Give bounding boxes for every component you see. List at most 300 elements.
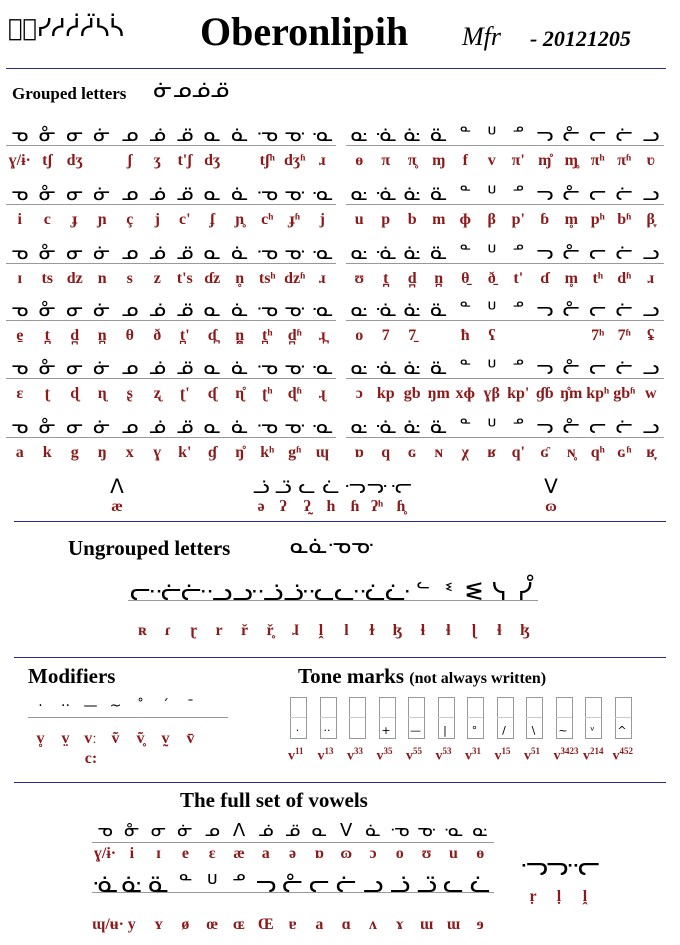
letter-glyph: ᓊ bbox=[284, 355, 306, 379]
tone-number: 11 bbox=[295, 746, 304, 756]
letter-glyph: ᓗ bbox=[642, 181, 660, 205]
letter-ipa: ʔʰ bbox=[370, 498, 384, 515]
vowel-glyph: ᓀ bbox=[97, 820, 113, 841]
vowel-ipa: a bbox=[261, 845, 270, 862]
letter-ipa: n bbox=[97, 270, 107, 287]
tone-label bbox=[377, 746, 407, 765]
letter-ipa: n̪̥ bbox=[235, 327, 245, 344]
tone-mark: / bbox=[502, 724, 506, 737]
vowel-ipa: Œ bbox=[257, 916, 274, 933]
letter-ipa: ts bbox=[41, 270, 54, 287]
letter-glyph: ᓎ bbox=[403, 355, 421, 379]
letter-glyph: ᓃ bbox=[93, 414, 111, 438]
divider bbox=[14, 657, 666, 658]
letter-glyph: ᓉ bbox=[256, 414, 278, 438]
letter-glyph: ᓒ bbox=[512, 355, 525, 379]
letter-glyph: ᓄ bbox=[121, 297, 139, 321]
tone-box-midline bbox=[379, 717, 395, 718]
letter-ipa: β bbox=[487, 211, 496, 228]
letter-ipa: tʃʰ bbox=[259, 152, 275, 169]
letter-ipa: r bbox=[215, 622, 223, 639]
letter-ipa: ð bbox=[153, 327, 162, 344]
tone-mark: · bbox=[295, 724, 300, 737]
letter-glyph: ᓕ bbox=[589, 181, 607, 205]
modifier-mark: ¯ bbox=[187, 698, 194, 714]
vowel-ipa: ɶ bbox=[232, 916, 246, 933]
letter-ipa: k' bbox=[178, 444, 192, 461]
letter-glyph: ᓔ bbox=[562, 297, 580, 321]
tone-mark: \ bbox=[531, 724, 536, 737]
letter-glyph: ᓘ bbox=[252, 474, 270, 498]
letter-ipa: ɰ bbox=[315, 444, 329, 461]
letter-ipa: ɟʱ bbox=[289, 211, 301, 228]
vowel-glyph: ᓇ bbox=[311, 820, 328, 841]
letter-glyph: ᓉ bbox=[256, 297, 278, 321]
tone-label bbox=[495, 746, 525, 765]
vowel-ipa: i bbox=[129, 845, 135, 862]
letter-glyph: ᓖ bbox=[615, 181, 633, 205]
letter-ipa: ɮ bbox=[520, 622, 530, 639]
guide-line bbox=[28, 717, 228, 718]
vowel-ipa: ḷ bbox=[556, 888, 562, 905]
vowel-ipa: ʊ bbox=[421, 845, 432, 862]
tone-box-midline bbox=[615, 717, 631, 718]
letter-glyph: ᓛ bbox=[322, 474, 340, 498]
letter-ipa: ɓ bbox=[540, 211, 550, 228]
tone-letter: v bbox=[288, 748, 295, 764]
letter-ipa: ɬ bbox=[497, 622, 502, 639]
letter-ipa: tʃ bbox=[42, 152, 53, 169]
guide-line bbox=[92, 842, 494, 843]
tone-label bbox=[554, 746, 584, 765]
vowel-glyph: ᓃ bbox=[177, 820, 194, 841]
letter-ipa: dʒ bbox=[66, 152, 83, 169]
letter-ipa: ð̱ bbox=[487, 270, 496, 287]
letter-ipa: ɣβ bbox=[483, 385, 500, 402]
letter-glyph: ᓄ bbox=[121, 355, 139, 379]
vowel-glyph: ᓓ bbox=[255, 870, 277, 898]
letter-glyph: ᓇ bbox=[203, 414, 221, 438]
letter-ipa: dz bbox=[66, 270, 83, 287]
modifier-mark: — bbox=[83, 698, 98, 714]
letter-glyph: ᓏ bbox=[430, 355, 448, 379]
vowel-glyph: ᓌ bbox=[472, 820, 488, 841]
letter-glyph: ᓕ bbox=[589, 297, 607, 321]
letter-glyph: ᓒ bbox=[512, 240, 525, 264]
letter-glyph: ᓔ bbox=[562, 122, 580, 146]
letter-glyph: ᓔ bbox=[562, 355, 580, 379]
page-title: Oberonlipih bbox=[200, 9, 409, 54]
vowel-glyph: ᓛ bbox=[469, 870, 491, 898]
letter-glyph: ᓎ bbox=[403, 297, 421, 321]
letter-ipa: gʱ bbox=[288, 444, 302, 461]
letter-ipa: 7ʱ bbox=[617, 327, 631, 344]
letter-ipa: t̪ʰ bbox=[261, 327, 273, 344]
letter-glyph: ᓋ bbox=[311, 122, 333, 146]
vowel-ipa: ø bbox=[181, 916, 190, 933]
letter-ipa: ɬ bbox=[420, 622, 426, 639]
letter-glyph: ᓈ bbox=[231, 240, 249, 264]
letter-ipa: v bbox=[487, 152, 496, 169]
tone-number: 13 bbox=[324, 746, 334, 756]
tone-mark: ^ bbox=[617, 724, 627, 737]
letter-ipa: ʁ̞ bbox=[646, 444, 656, 461]
letter-glyph: ᓅ bbox=[148, 355, 166, 379]
letter-glyph: ᓅ bbox=[148, 297, 166, 321]
letter-glyph: ᓍ bbox=[375, 414, 397, 438]
section-title-script: ᓇᓈᓉᓊ bbox=[290, 534, 374, 559]
vowel-glyph: ᓊ bbox=[417, 820, 436, 841]
letter-glyph: ᓌ bbox=[350, 240, 368, 264]
letter-ipa: c' bbox=[178, 211, 191, 228]
letter-glyph: ᓊ bbox=[284, 122, 306, 146]
letter-ipa: t̪ bbox=[383, 270, 389, 287]
tone-number: 55 bbox=[413, 746, 422, 756]
letter-glyph: ᓇ bbox=[203, 240, 221, 264]
vowel-ipa: y bbox=[127, 916, 136, 933]
signature: Mfr bbox=[462, 22, 501, 51]
letter-glyph: ᓀ bbox=[11, 240, 29, 264]
vowel-glyph: ᓚ bbox=[443, 870, 464, 898]
modifier-example: c: bbox=[84, 750, 98, 767]
letter-glyph: ᓓ bbox=[536, 297, 554, 321]
letter-glyph: ᓊ bbox=[284, 240, 306, 264]
letter-ipa: 7̱ bbox=[408, 327, 417, 344]
letter-ipa: ř̥ bbox=[266, 622, 274, 639]
tone-mark: + bbox=[381, 724, 391, 737]
letter-ipa: ɲ bbox=[97, 211, 107, 228]
letter-ipa: kp' bbox=[507, 385, 530, 402]
letter-ipa: n̥ bbox=[235, 270, 245, 287]
letter-glyph: ᓏ bbox=[430, 414, 448, 438]
letter-ipa: ŋ bbox=[97, 444, 107, 461]
vowel-glyph: ᓄ bbox=[204, 820, 220, 841]
vowel-glyph: ᓂ bbox=[150, 820, 167, 841]
letter-glyph: ᓕ bbox=[589, 414, 607, 438]
letter-glyph: ᓮ bbox=[517, 578, 533, 606]
letter-ipa: ʔ̰ bbox=[303, 498, 311, 515]
letter-ipa: ɖʱ bbox=[287, 385, 302, 402]
letter-ipa: ḽ bbox=[318, 622, 324, 639]
vowel-glyph: ᓁ bbox=[124, 820, 140, 841]
modifier-mark: · bbox=[38, 698, 43, 714]
letter-glyph: ᓅ bbox=[148, 414, 166, 438]
letter-glyph: ᓕ bbox=[589, 355, 607, 379]
letter-ipa: ɾ bbox=[164, 622, 172, 639]
letter-ipa: ɮ bbox=[392, 622, 403, 639]
vowel-glyph: ᐱ bbox=[232, 820, 246, 841]
letter-ipa: z bbox=[153, 270, 161, 287]
letter-glyph: ᓅ bbox=[148, 240, 166, 264]
letter-glyph: ᓌ bbox=[350, 122, 368, 146]
letter-glyph: ᓈ bbox=[231, 355, 249, 379]
letter-glyph: ᐱ bbox=[110, 474, 124, 498]
letter-ipa: ɹ bbox=[318, 270, 326, 287]
letter-glyph: ᓉ bbox=[256, 240, 278, 264]
letter-ipa: π̥ bbox=[407, 152, 417, 169]
letter-glyph: ᓆ bbox=[176, 297, 194, 321]
letter-glyph: ᓓ bbox=[536, 414, 554, 438]
letter-ipa: ɽ bbox=[189, 622, 198, 639]
letter-glyph: ᓫ bbox=[445, 578, 452, 606]
letter-glyph: ᓬ bbox=[465, 578, 483, 606]
letter-glyph: ᓊ bbox=[284, 181, 306, 205]
letter-glyph: ᓄ bbox=[121, 122, 139, 146]
letter-glyph: ᓗ bbox=[642, 414, 660, 438]
vowel-ipa: ʏ bbox=[154, 916, 163, 933]
letter-glyph: ᓈ bbox=[231, 297, 249, 321]
letter-glyph: ᓕ bbox=[589, 240, 607, 264]
tone-letter: v bbox=[494, 748, 502, 764]
vowel-ipa: e bbox=[181, 845, 189, 862]
tone-number: 35 bbox=[383, 746, 393, 756]
letter-ipa: ʈ bbox=[44, 385, 50, 402]
letter-glyph: ᓠ bbox=[155, 578, 181, 606]
tone-label bbox=[288, 746, 318, 765]
letter-ipa: π' bbox=[511, 152, 525, 169]
letter-ipa: ɬ bbox=[446, 622, 451, 639]
letter-ipa: p bbox=[381, 211, 391, 228]
letter-ipa: ɠɓ bbox=[535, 385, 554, 402]
letter-ipa: bʱ bbox=[617, 211, 632, 228]
letter-ipa: ʛ bbox=[540, 444, 550, 461]
tone-box-midline bbox=[497, 717, 513, 718]
section-title-grouped: Grouped letters bbox=[12, 84, 127, 103]
letter-ipa: b bbox=[407, 211, 417, 228]
letter-glyph: ᓌ bbox=[350, 355, 368, 379]
letter-glyph: ᓖ bbox=[615, 122, 633, 146]
vowel-ipa: ɵ bbox=[476, 845, 485, 862]
letter-ipa: ə bbox=[257, 498, 265, 515]
vowel-ipa: ɣ/ɨ· bbox=[93, 845, 117, 862]
letter-glyph: ᓗ bbox=[642, 122, 660, 146]
letter-ipa: ʕ bbox=[488, 327, 496, 344]
letter-ipa: l bbox=[344, 622, 349, 639]
letter-glyph: ᓆ bbox=[176, 181, 194, 205]
modifier-mark: ´ bbox=[162, 698, 169, 714]
letter-ipa: ɱ bbox=[432, 152, 446, 169]
letter-ipa: d̪ʱ bbox=[287, 327, 302, 344]
letter-ipa: u bbox=[354, 211, 364, 228]
letter-glyph: ᓔ bbox=[562, 181, 580, 205]
letter-ipa: ř bbox=[240, 622, 249, 639]
vowel-ipa: ɯ bbox=[446, 916, 461, 933]
tone-box-midline bbox=[556, 717, 572, 718]
vowel-ipa: ɘ bbox=[476, 916, 484, 933]
tone-label bbox=[347, 746, 377, 765]
letter-glyph: ᓈ bbox=[231, 122, 249, 146]
section-title-modifiers: Modifiers bbox=[28, 664, 116, 688]
letter-glyph: ᓑ bbox=[487, 414, 497, 438]
letter-ipa: t' bbox=[513, 270, 524, 287]
tone-mark: ᵛ bbox=[590, 724, 595, 737]
letter-glyph: ᓈ bbox=[231, 414, 249, 438]
letter-glyph: ᓏ bbox=[430, 181, 448, 205]
letter-ipa: ɫ bbox=[369, 622, 375, 639]
letter-glyph: ᓆ bbox=[176, 122, 194, 146]
vowel-glyph: ᓑ bbox=[206, 870, 218, 898]
vowel-glyph: ᓎ bbox=[121, 870, 143, 898]
letter-ipa: ɵ bbox=[355, 152, 364, 169]
letter-glyph: ᐯ bbox=[544, 474, 558, 498]
vowel-glyph: ᓗ bbox=[362, 870, 384, 898]
letter-ipa: q' bbox=[511, 444, 525, 461]
letter-glyph: ᓏ bbox=[430, 240, 448, 264]
tone-box-midline bbox=[290, 717, 306, 718]
letter-ipa: kʰ bbox=[260, 444, 275, 461]
modifier-example: v̰ bbox=[161, 730, 170, 747]
section-title-script: ᓃᓄᓅᓆ bbox=[154, 78, 229, 103]
letter-ipa: ɹ bbox=[647, 270, 655, 287]
vowel-glyph: ᓋ bbox=[443, 820, 463, 841]
vowel-ipa: ɛ bbox=[208, 845, 216, 862]
letter-glyph: ᓣ bbox=[232, 578, 257, 606]
letter-ipa: ɭ bbox=[471, 622, 477, 639]
letter-ipa: ɳ̊ bbox=[235, 385, 245, 402]
letter-glyph: ᓕ bbox=[589, 122, 607, 146]
letter-ipa: ʂ bbox=[126, 385, 133, 402]
letter-glyph: ᓤ bbox=[257, 578, 284, 606]
letter-glyph: ᓔ bbox=[562, 414, 580, 438]
letter-ipa: ɻ bbox=[318, 385, 326, 402]
letter-glyph: ᓉ bbox=[256, 355, 278, 379]
letter-ipa: ɳ bbox=[97, 385, 107, 402]
tone-label bbox=[318, 746, 348, 765]
letter-ipa: ɗz bbox=[204, 270, 221, 287]
letter-ipa: d̪ bbox=[407, 270, 417, 287]
letter-ipa: m̥ bbox=[564, 270, 578, 287]
letter-ipa: a bbox=[15, 444, 24, 461]
letter-ipa: gbʱ bbox=[613, 385, 636, 402]
letter-ipa: ɔ bbox=[355, 385, 363, 402]
letter-ipa: f bbox=[462, 152, 468, 169]
letter-glyph: ᓑ bbox=[487, 240, 497, 264]
letter-ipa: ʃ bbox=[127, 152, 133, 169]
letter-ipa: ɸ bbox=[459, 211, 472, 228]
letter-glyph: ᓄ bbox=[121, 240, 139, 264]
letter-ipa: m̥ bbox=[564, 211, 578, 228]
letter-glyph: ᓐ bbox=[459, 414, 472, 438]
letter-ipa: ʈʰ bbox=[261, 385, 273, 402]
divider bbox=[14, 521, 666, 522]
letter-glyph: ᓍ bbox=[375, 297, 397, 321]
letter-glyph: ᓓ bbox=[536, 122, 554, 146]
letter-glyph: ᓀ bbox=[11, 297, 29, 321]
letter-glyph: ᓋ bbox=[311, 355, 333, 379]
letter-ipa: kpʰ bbox=[586, 385, 610, 402]
vowel-ipa: o bbox=[395, 845, 404, 862]
letter-ipa: pʰ bbox=[590, 211, 605, 228]
letter-ipa: ɪ bbox=[17, 270, 23, 287]
letter-glyph: ᓃ bbox=[93, 355, 111, 379]
letter-glyph: ᓃ bbox=[93, 122, 111, 146]
letter-glyph: ᓎ bbox=[403, 122, 421, 146]
tone-letter: v bbox=[524, 748, 531, 764]
letter-ipa: ŋm bbox=[427, 385, 450, 402]
vowel-ipa: ɔ bbox=[369, 845, 377, 862]
section-title-ungrouped: Ungrouped letters bbox=[68, 536, 231, 560]
letter-glyph: ᓓ bbox=[536, 355, 554, 379]
letter-ipa: dʒʱ bbox=[284, 152, 306, 169]
letter-glyph: ᓒ bbox=[512, 122, 525, 146]
letter-glyph: ᓆ bbox=[176, 414, 194, 438]
divider bbox=[6, 68, 666, 69]
header-script-title: ঽ৾ᓯᓱᓲᓳᓴᓵ bbox=[8, 14, 124, 42]
tone-letter: v bbox=[465, 748, 472, 764]
letter-ipa: χ bbox=[461, 444, 469, 461]
letter-glyph: ᓐ bbox=[459, 122, 472, 146]
letter-glyph: ᓆ bbox=[176, 355, 194, 379]
tone-label bbox=[436, 746, 466, 765]
vowel-ipa: ɪ bbox=[156, 845, 161, 862]
tone-number: 33 bbox=[354, 746, 363, 756]
tone-letter: v bbox=[435, 748, 443, 764]
letter-ipa: tsʰ bbox=[258, 270, 276, 287]
letter-glyph: ᓌ bbox=[350, 297, 368, 321]
letter-glyph: ᓗ bbox=[642, 297, 660, 321]
letter-glyph: ᓊ bbox=[284, 414, 306, 438]
letter-glyph: ᓑ bbox=[487, 122, 497, 146]
vowel-glyph: ᓈ bbox=[365, 820, 381, 841]
letter-ipa: ɗ̪ bbox=[207, 327, 217, 344]
letter-ipa: ŋ̊ bbox=[235, 444, 245, 461]
letter-glyph: ᓜ bbox=[344, 474, 366, 498]
letter-glyph: ᓦ bbox=[308, 578, 335, 606]
letter-glyph: ᓍ bbox=[375, 122, 397, 146]
tone-letter: v bbox=[347, 748, 354, 764]
letter-ipa: ʄ bbox=[209, 211, 215, 228]
letter-glyph: ᓍ bbox=[375, 240, 397, 264]
letter-glyph: ᓏ bbox=[430, 297, 448, 321]
vowel-ipa: œ bbox=[206, 916, 218, 933]
letter-ipa: πʰ bbox=[590, 152, 605, 169]
modifier-example: v̤ bbox=[61, 730, 70, 747]
letter-ipa: ɴ bbox=[434, 444, 443, 461]
vowel-glyph: ᓞ bbox=[572, 852, 600, 882]
letter-ipa: ç bbox=[126, 211, 134, 228]
letter-ipa: tʰ bbox=[592, 270, 604, 287]
letter-glyph: ᓙ bbox=[274, 474, 292, 498]
letter-ipa: ɣ/ɨ· bbox=[8, 152, 31, 169]
letter-glyph: ᓀ bbox=[11, 355, 29, 379]
vowel-ipa: a bbox=[315, 916, 324, 933]
letter-glyph: ᓋ bbox=[311, 297, 333, 321]
tone-letter: v bbox=[317, 748, 325, 764]
modifier-example: ṽ̥ bbox=[136, 730, 145, 747]
letter-glyph: ᓪ bbox=[415, 578, 431, 606]
letter-glyph: ᓁ bbox=[38, 240, 56, 264]
letter-glyph: ᓒ bbox=[512, 181, 525, 205]
letter-ipa: j bbox=[154, 211, 160, 228]
vowel-ipa: ʌ bbox=[369, 916, 377, 933]
vowel-glyph: ᓔ bbox=[282, 870, 303, 898]
vowel-ipa: ɷ bbox=[340, 845, 353, 862]
vowel-glyph: ᓖ bbox=[335, 870, 357, 898]
vowel-ipa: ɰ/ʉ· bbox=[92, 916, 125, 933]
vowel-ipa: ḽ bbox=[582, 888, 588, 905]
tone-number: 452 bbox=[619, 746, 633, 756]
letter-ipa: ɷ bbox=[545, 498, 557, 515]
letter-ipa: ʁ bbox=[487, 444, 497, 461]
letter-ipa: c bbox=[43, 211, 51, 228]
section-title-vowels: The full set of vowels bbox=[180, 788, 368, 812]
modifier-example: v̄ bbox=[186, 730, 195, 747]
vowel-glyph: ᓜ bbox=[520, 852, 548, 882]
vowel-ipa: ɤ bbox=[395, 916, 404, 933]
letter-ipa: ɹ̪ bbox=[318, 327, 326, 344]
letter-ipa: t̪ bbox=[44, 327, 50, 344]
letter-glyph: ᓂ bbox=[66, 297, 84, 321]
